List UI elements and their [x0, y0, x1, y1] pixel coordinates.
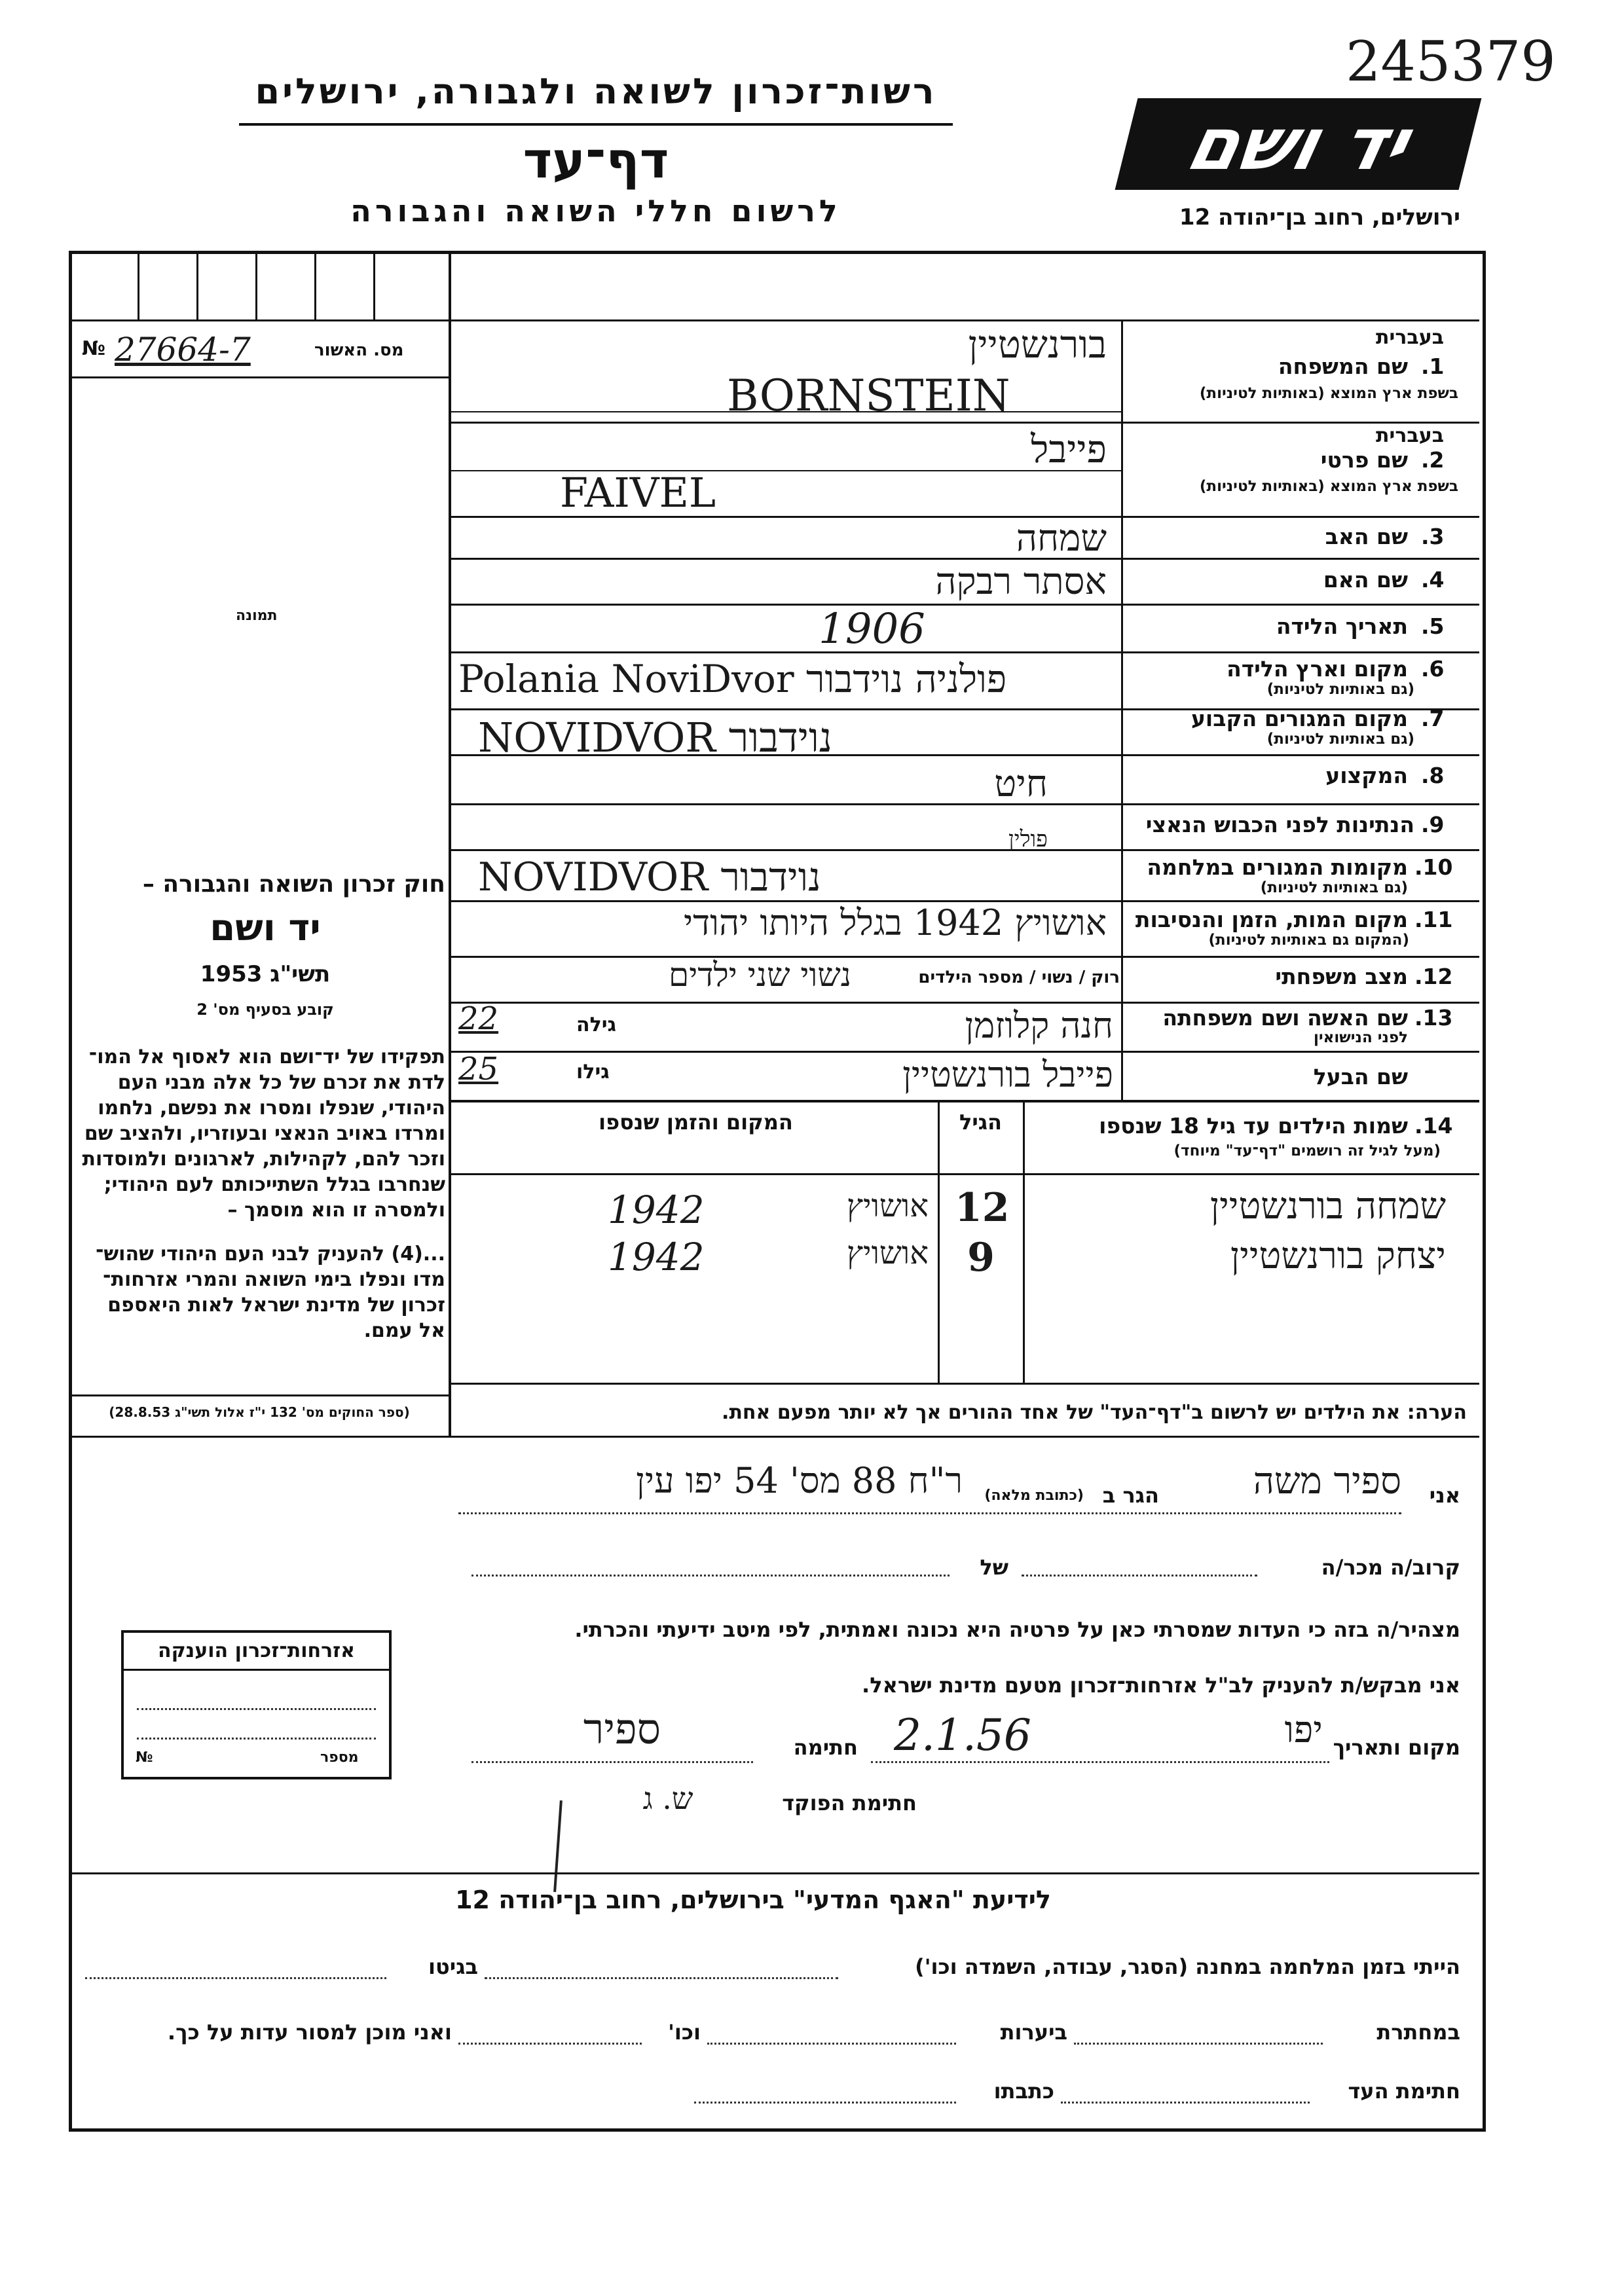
marital-status: נשוי שני ילדים: [669, 956, 851, 994]
children-age-header: הגיל: [959, 1110, 1003, 1135]
law-line: שנחרבו בגלל השתייכותם לעם היהודי;: [103, 1173, 445, 1196]
form-title: דף־עד: [523, 131, 669, 189]
footer-title: לידיעת "האגף המדעי" בירושלים, רחוב בן־יהודה 12: [455, 1886, 1051, 1914]
logo-text: יד ושם: [1179, 102, 1418, 186]
declaration-request: אני מבקש/ת להעניק לב"ל אזרחות־זכרון מטעם מדינת ישראל.: [862, 1673, 1460, 1698]
field-number: 8.: [1421, 763, 1445, 788]
footer-testimony-label: ואני מוכן למסור עדות על כך.: [167, 2020, 452, 2045]
row-rule: [451, 1051, 1479, 1053]
children-number: 14.: [1414, 1113, 1453, 1139]
footer-rule: [72, 1872, 1479, 1874]
field-note: בשפת ארץ המוצא (באותיות לטיניות): [1199, 478, 1458, 495]
field-label: שם האשה ושם משפחתה: [1162, 1005, 1408, 1030]
row-rule: [451, 1100, 1479, 1102]
field-number: 1.: [1421, 354, 1445, 379]
first-name-latin: FAIVEL: [560, 469, 716, 517]
field-label: שם המשפחה: [1278, 354, 1408, 379]
occupation: חיט: [994, 763, 1048, 805]
children-place-header: המקום והזמן שנספו: [599, 1110, 793, 1135]
field-number: 9.: [1421, 812, 1445, 837]
field-label: שם פרטי: [1320, 447, 1408, 473]
child-death-year: 1942: [608, 1188, 705, 1232]
law-title: חוק זכרון השואה והגבורה –: [142, 871, 445, 898]
field-label: מצב משפחתי: [1275, 964, 1408, 989]
registration-sign: №: [82, 337, 106, 360]
law-line: ומרדו באויב הנאצי ובעוזריו, ולהציב שם: [84, 1122, 445, 1145]
law-line: אל עמם.: [363, 1319, 445, 1342]
nationality: פולין: [1008, 826, 1048, 852]
field-lang: בעברית: [1376, 424, 1444, 447]
footer-address-label: כתבתו: [993, 2079, 1054, 2104]
child-death-place: אושויץ: [847, 1188, 929, 1224]
footer-address-line: [694, 2102, 956, 2104]
footer-ghetto-label: בגיטו: [428, 1954, 478, 1979]
registration-rule: [72, 376, 449, 378]
footer-witness-signature-label: חתימת העד: [1348, 2079, 1460, 2104]
yad-vashem-logo: [1115, 98, 1482, 190]
archive-number: 245379: [1346, 29, 1556, 94]
field-label: מקומות המגורים במלחמה: [1147, 854, 1408, 880]
residing-note: (כתובת מלאה): [984, 1487, 1084, 1504]
field-number: 2.: [1421, 447, 1445, 473]
citizenship-number-label: מספר: [320, 1749, 359, 1766]
official-signature-label: חתימת הפוקד: [782, 1791, 917, 1815]
law-line: היהודי, שנפלו ומסרו את נפשם, נלחמו: [98, 1097, 445, 1120]
field-note: (גם באותיות לטיניות): [1260, 879, 1408, 896]
footer-etc-line: [458, 2043, 642, 2045]
of-label: של: [980, 1555, 1008, 1580]
wartime-residence: NOVIDVOR נוידבור: [478, 854, 821, 900]
child-age: 12: [955, 1185, 1010, 1231]
citizenship-box: [121, 1630, 392, 1779]
declaration-place: יפו: [1284, 1709, 1323, 1751]
surname-hebrew: בורנשטיין: [968, 322, 1107, 367]
footer-underground-label: במחתרת: [1376, 2020, 1460, 2045]
address: ירושלים, רחוב בן־יהודה 12: [1179, 204, 1460, 230]
footer-forests-line: [707, 2043, 956, 2045]
row-rule: [451, 422, 1479, 424]
children-remark: הערה: את הילדים יש לרשום ב"דף־העד" של אחד ההורים אך לא יותר מפעם אחת.: [722, 1401, 1467, 1424]
row-rule: [451, 604, 1479, 606]
child-age: 9: [967, 1235, 995, 1281]
field-note: (גם באותיות לטיניות): [1266, 731, 1414, 748]
field-number: 12.: [1414, 964, 1453, 989]
citizenship-sign: №: [136, 1749, 153, 1766]
field-label: שם האב: [1325, 524, 1408, 549]
declaration-statement: מצהיר/ה בזה כי העדות שמסרתי כאן על פרטיה היא נכונה ואמתית, לפי מיטב ידיעתי והכרתי.: [574, 1617, 1460, 1642]
birth-date: 1906: [819, 605, 925, 653]
signature-line: [471, 1761, 753, 1763]
authority-underline: [239, 123, 953, 126]
declarant-name: ספיר משה: [1253, 1460, 1401, 1503]
field-label: תאריך הלידה: [1276, 613, 1408, 639]
first-name-hebrew: פייבל: [1031, 427, 1107, 471]
place-date-line: [871, 1761, 1329, 1763]
field-label: שם האם: [1323, 567, 1408, 592]
field-number: 6.: [1421, 656, 1445, 682]
field-label: מקום המות, הזמן והנסיבות: [1135, 907, 1408, 932]
law-line: ...(4) להעניק לבני העם היהודי שהוש־: [95, 1243, 445, 1266]
children-bottom-rule: [451, 1383, 1479, 1385]
declarant-address: ר"ח 88 מס' 54 יפו עין: [636, 1460, 963, 1501]
birth-place: Polania NoviDvor פולניה נוידבור: [458, 657, 1007, 701]
registration-number: 27664-7: [115, 331, 251, 369]
wife-name: חנה קלוזמן: [965, 1005, 1113, 1046]
relative-label: קרוב/ה מכר/ה: [1321, 1555, 1460, 1580]
field-label: המקצוע: [1325, 763, 1408, 788]
husband-age-label: גילו: [576, 1061, 610, 1084]
field-label: מקום וארץ הלידה: [1227, 656, 1408, 682]
husband-age: 25: [458, 1051, 499, 1087]
child-row: [451, 1178, 1479, 1237]
child-death-place: אושויץ: [847, 1235, 929, 1271]
surname-latin: BORNSTEIN: [727, 371, 1010, 421]
authority-name: רשות־זכרון לשואה ולגבורה, ירושלים: [255, 71, 937, 112]
signature-label: חתימה: [793, 1735, 858, 1760]
field-label: הנתינות לפני הכבוש הנאצי: [1145, 812, 1414, 837]
wife-age-label: גילה: [576, 1013, 616, 1036]
field-note: (גם באותיות לטיניות): [1266, 681, 1414, 698]
field-number: 3.: [1421, 524, 1445, 549]
row-rule: [451, 1002, 1479, 1004]
law-clause: קובע בסעיף מס' 2: [196, 1000, 334, 1019]
field-note: (המקום גם באותיות לטיניות): [1208, 932, 1409, 949]
law-line: זכרון של מדינת ישראל לאות היאספם: [107, 1294, 445, 1317]
field-number: 13.: [1414, 1005, 1453, 1030]
photo-label: תמונה: [236, 608, 278, 624]
footer-witness-signature-line: [1061, 2102, 1310, 2104]
field-number: 11.: [1414, 907, 1453, 932]
field-note: בשפת ארץ המוצא (באותיות לטיניות): [1199, 385, 1458, 402]
field-label: שם הבעל: [1313, 1064, 1408, 1089]
office-boxes: [72, 254, 449, 319]
declaration-date: 2.1.56: [894, 1710, 1031, 1760]
form-subtitle: לרשום חללי השואה והגבורה: [350, 193, 841, 228]
field-label: מקום המגורים הקבוע: [1190, 706, 1408, 731]
declaration-rule: [72, 1436, 1479, 1438]
residing-label: הגר ב: [1102, 1483, 1159, 1508]
law-text: [82, 1044, 445, 1343]
child-row: [451, 1231, 1479, 1290]
footer-etc-label: וכו': [668, 2020, 701, 2045]
relative-line: [1022, 1575, 1257, 1576]
permanent-residence: NOVIDVOR נוידבור: [478, 714, 833, 761]
marital-inline-label: רוק / נשוי / מספר הילדים: [918, 968, 1120, 987]
child-name: יצחק בורנשטיין: [1230, 1235, 1446, 1277]
law-name: יד ושם: [210, 907, 321, 949]
citizenship-box-title: אזרחות־זכרון הוענקה: [157, 1639, 356, 1662]
address-line: [458, 1512, 1401, 1514]
law-rule: [72, 1394, 449, 1396]
children-header-rule: [451, 1173, 1479, 1175]
child-name: שמחה בורנשטיין: [1209, 1185, 1446, 1228]
field-note: לפני הנישואין: [1314, 1029, 1408, 1046]
footer-forests-label: ביערות: [1000, 2020, 1067, 2045]
top-rule: [72, 319, 1479, 321]
of-line: [471, 1575, 950, 1576]
declaration-i-label: אני: [1429, 1483, 1460, 1508]
children-title: שמות הילדים עד גיל 18 שנספו: [1099, 1113, 1408, 1139]
wife-age: 22: [458, 1000, 499, 1037]
field-lang: בעברית: [1376, 326, 1444, 349]
field-number: 4.: [1421, 567, 1445, 592]
father-name: שמחה: [1016, 517, 1107, 560]
field-number: 5.: [1421, 613, 1445, 639]
field-number: 7.: [1421, 706, 1445, 731]
child-death-year: 1942: [608, 1235, 705, 1279]
field-number: 10.: [1414, 854, 1453, 880]
law-line: ולמסרה זו הוא מוסמך –: [227, 1199, 445, 1222]
footer-camp-line: [485, 1977, 838, 1979]
row-rule: [451, 651, 1479, 653]
husband-name: פייבל בורנשטיין: [902, 1054, 1113, 1095]
registration-label: מס. האשור: [314, 340, 404, 360]
death-place-circumstances: אושויץ 1942 בגלל היותו יהודי: [684, 902, 1107, 943]
law-year: תשי"ג 1953: [200, 961, 331, 987]
footer-ghetto-line: [85, 1977, 386, 1979]
law-source: (ספר החוקים מס' 132 י"ז אלול תשי"ג 28.8.53): [109, 1404, 410, 1420]
footer-camp-label: הייתי בזמן המלחמה במחנה (הסגר, עבודה, השמדה וכו'): [915, 1954, 1460, 1979]
declarant-signature: ספיר: [583, 1705, 661, 1754]
place-date-label: מקום ותאריך: [1333, 1735, 1460, 1760]
official-signature: ש. ג: [642, 1781, 693, 1816]
children-note: (מעל לגיל זה רושמים "דף־עד" מיוחד): [1173, 1142, 1441, 1159]
mother-name: אסתר רבקה: [935, 560, 1107, 603]
footer-underground-line: [1074, 2043, 1323, 2045]
law-line: מדו ונפלו בימי השואה והמרי אזרחות־: [103, 1268, 445, 1291]
law-line: לדת את זכרם של כל אלה מבני העם: [117, 1071, 445, 1094]
law-line: תפקידו של יד־ושם הוא לאסוף אל המו־: [88, 1046, 445, 1068]
law-line: וזכר להם, לקהילות, לארגונים ולמוסדות: [82, 1148, 445, 1171]
